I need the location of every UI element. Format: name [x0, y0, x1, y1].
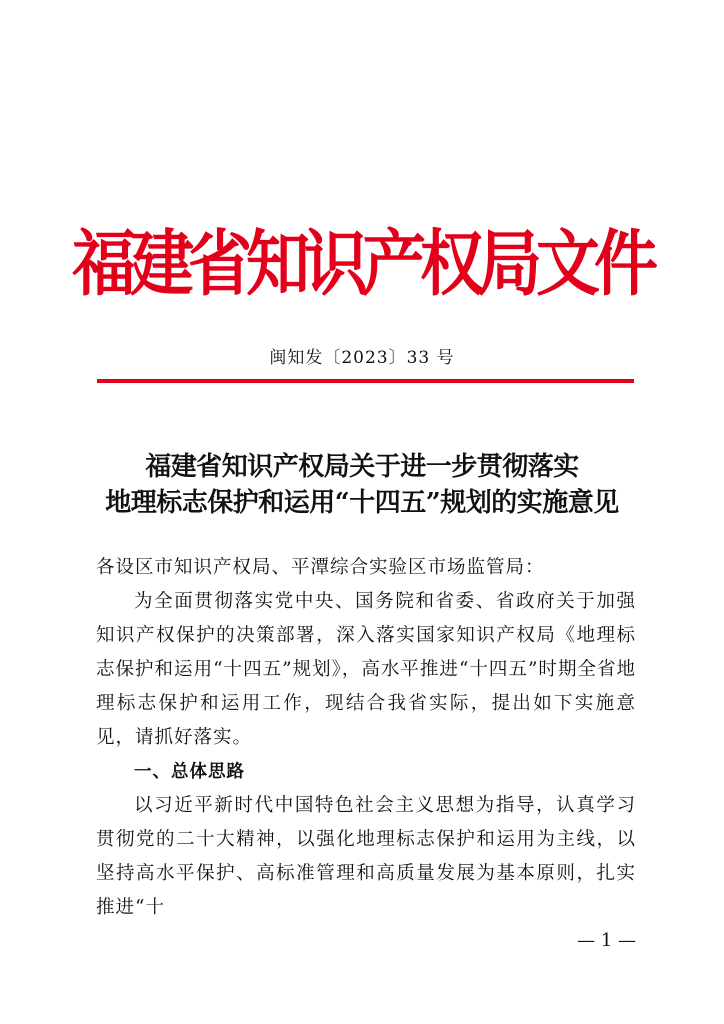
title-line-2: 地理标志保护和运用“十四五”规划的实施意见 [105, 488, 619, 518]
body-paragraph-1: 为全面贯彻落实党中央、国务院和省委、省政府关于加强知识产权保护的决策部署，深入落实国家知识产权局《地理标志保护和运用“十四五”规划》，高水平推进“十四五”时期全省地理标志保护和运用工作，现结合我省实际，提出如下实施意见，请抓好落实。 [96, 591, 636, 748]
salutation: 各设区市知识产权局、平潭综合实验区市场监管局： [96, 557, 545, 578]
red-separator-line [97, 379, 634, 383]
document-number: 闽知发〔2023〕33 号 [269, 348, 455, 368]
page-number: — 1 — [577, 930, 636, 951]
section-heading-1: 一、总体思路 [134, 762, 245, 782]
document-title [0, 449, 724, 521]
document-body [96, 551, 636, 925]
body-paragraph-2: 以习近平新时代中国特色社会主义思想为指导，认真学习贯彻党的二十大精神，以强化地理标志保护和运用为主线，以坚持高水平保护、高标准管理和高质量发展为基本原则，扎实推进“十 [96, 795, 636, 918]
title-line-1: 福建省知识产权局关于进一步贯彻落实 [145, 452, 579, 482]
issuer-masthead: 福建省知识产权局文件 [72, 222, 652, 307]
